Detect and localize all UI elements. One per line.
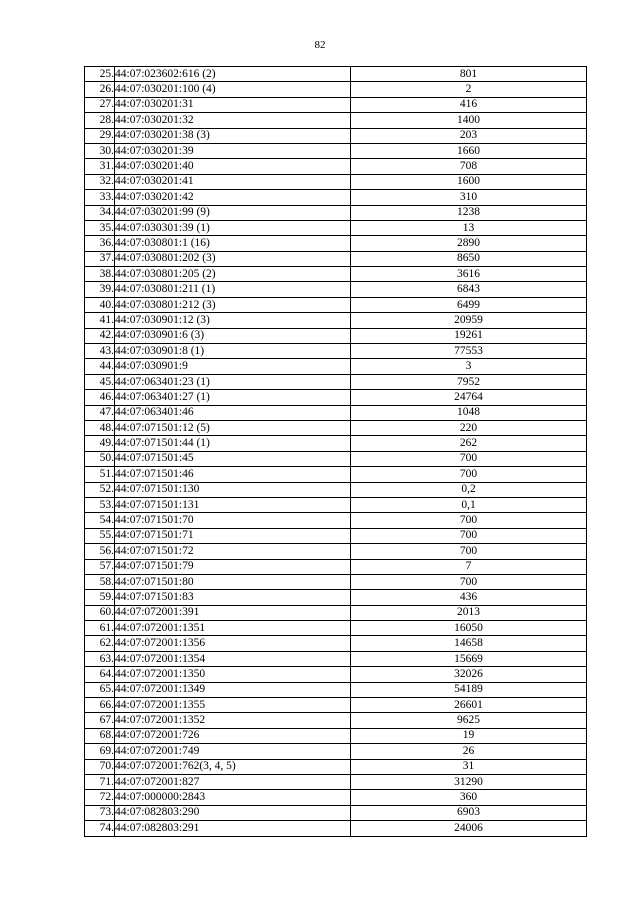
row-number: 34. — [85, 205, 115, 220]
row-number: 52. — [85, 482, 115, 497]
row-number: 73. — [85, 805, 115, 820]
table-row — [85, 405, 587, 420]
cadastral-number: 44:07:030801:211 (1) — [115, 282, 351, 297]
cadastral-number: 44:07:071501:12 (5) — [115, 420, 351, 435]
cadastral-number: 44:07:030201:31 — [115, 97, 351, 112]
row-number: 53. — [85, 497, 115, 512]
row-number: 57. — [85, 559, 115, 574]
row-number: 72. — [85, 790, 115, 805]
area-value: 9625 — [351, 713, 587, 728]
row-number: 59. — [85, 590, 115, 605]
row-number: 67. — [85, 713, 115, 728]
area-value: 31290 — [351, 774, 587, 789]
cadastral-number: 44:07:030201:40 — [115, 159, 351, 174]
area-value: 262 — [351, 436, 587, 451]
cadastral-number: 44:07:030201:39 — [115, 143, 351, 158]
table-row — [85, 497, 587, 512]
area-value: 700 — [351, 544, 587, 559]
row-number: 64. — [85, 667, 115, 682]
cadastral-number: 44:07:030201:32 — [115, 113, 351, 128]
table-row — [85, 82, 587, 97]
area-value: 13 — [351, 220, 587, 235]
cadastral-number: 44:07:030201:38 (3) — [115, 128, 351, 143]
row-number: 33. — [85, 190, 115, 205]
cadastral-number: 44:07:071501:130 — [115, 482, 351, 497]
cadastral-number: 44:07:023602:616 (2) — [115, 67, 351, 82]
area-value: 54189 — [351, 682, 587, 697]
row-number: 62. — [85, 636, 115, 651]
table-row — [85, 190, 587, 205]
area-value: 700 — [351, 574, 587, 589]
area-value: 700 — [351, 451, 587, 466]
cadastral-number: 44:07:071501:79 — [115, 559, 351, 574]
table-row — [85, 297, 587, 312]
area-value: 2 — [351, 82, 587, 97]
area-value: 15669 — [351, 651, 587, 666]
cadastral-number: 44:07:030201:99 (9) — [115, 205, 351, 220]
table-row — [85, 774, 587, 789]
area-value: 0,2 — [351, 482, 587, 497]
row-number: 50. — [85, 451, 115, 466]
row-number: 54. — [85, 513, 115, 528]
area-value: 220 — [351, 420, 587, 435]
cadastral-table — [84, 66, 587, 837]
row-number: 66. — [85, 698, 115, 713]
row-number: 29. — [85, 128, 115, 143]
area-value: 14658 — [351, 636, 587, 651]
row-number: 51. — [85, 467, 115, 482]
area-value: 19261 — [351, 328, 587, 343]
cadastral-number: 44:07:030801:202 (3) — [115, 251, 351, 266]
table-row — [85, 574, 587, 589]
row-number: 40. — [85, 297, 115, 312]
row-number: 61. — [85, 621, 115, 636]
area-value: 77553 — [351, 344, 587, 359]
area-value: 1600 — [351, 174, 587, 189]
row-number: 39. — [85, 282, 115, 297]
cadastral-number: 44:07:030201:42 — [115, 190, 351, 205]
area-value: 26601 — [351, 698, 587, 713]
row-number: 28. — [85, 113, 115, 128]
table-row — [85, 559, 587, 574]
table-row — [85, 143, 587, 158]
area-value: 32026 — [351, 667, 587, 682]
area-value: 26 — [351, 744, 587, 759]
row-number: 27. — [85, 97, 115, 112]
area-value: 16050 — [351, 621, 587, 636]
area-value: 31 — [351, 759, 587, 774]
area-value: 0,1 — [351, 497, 587, 512]
table-row — [85, 759, 587, 774]
table-row — [85, 482, 587, 497]
row-number: 44. — [85, 359, 115, 374]
table-row — [85, 636, 587, 651]
area-value: 6843 — [351, 282, 587, 297]
area-value: 7952 — [351, 374, 587, 389]
area-value: 310 — [351, 190, 587, 205]
row-number: 49. — [85, 436, 115, 451]
row-number: 31. — [85, 159, 115, 174]
cadastral-number: 44:07:082803:290 — [115, 805, 351, 820]
row-number: 60. — [85, 605, 115, 620]
table-row — [85, 374, 587, 389]
table-row — [85, 651, 587, 666]
cadastral-number: 44:07:063401:27 (1) — [115, 390, 351, 405]
cadastral-number: 44:07:071501:72 — [115, 544, 351, 559]
area-value: 1660 — [351, 143, 587, 158]
cadastral-number: 44:07:072001:1355 — [115, 698, 351, 713]
table-row — [85, 282, 587, 297]
row-number: 36. — [85, 236, 115, 251]
row-number: 71. — [85, 774, 115, 789]
table-row — [85, 528, 587, 543]
row-number: 63. — [85, 651, 115, 666]
cadastral-number: 44:07:071501:71 — [115, 528, 351, 543]
table-row — [85, 682, 587, 697]
row-number: 37. — [85, 251, 115, 266]
cadastral-number: 44:07:072001:827 — [115, 774, 351, 789]
row-number: 70. — [85, 759, 115, 774]
area-value: 20959 — [351, 313, 587, 328]
cadastral-number: 44:07:071501:131 — [115, 497, 351, 512]
cadastral-number: 44:07:030901:12 (3) — [115, 313, 351, 328]
row-number: 46. — [85, 390, 115, 405]
table-row — [85, 698, 587, 713]
cadastral-number: 44:07:030801:212 (3) — [115, 297, 351, 312]
cadastral-number: 44:07:072001:1351 — [115, 621, 351, 636]
table-row — [85, 205, 587, 220]
table-row — [85, 113, 587, 128]
area-value: 1400 — [351, 113, 587, 128]
area-value: 19 — [351, 728, 587, 743]
area-value: 708 — [351, 159, 587, 174]
table-row — [85, 544, 587, 559]
row-number: 42. — [85, 328, 115, 343]
table-body — [85, 67, 587, 837]
table-row — [85, 313, 587, 328]
area-value: 3 — [351, 359, 587, 374]
row-number: 47. — [85, 405, 115, 420]
cadastral-number: 44:07:030201:41 — [115, 174, 351, 189]
cadastral-number: 44:07:071501:45 — [115, 451, 351, 466]
table-row — [85, 159, 587, 174]
area-value: 1048 — [351, 405, 587, 420]
area-value: 436 — [351, 590, 587, 605]
area-value: 24006 — [351, 821, 587, 836]
table-row — [85, 220, 587, 235]
table-row — [85, 467, 587, 482]
row-number: 48. — [85, 420, 115, 435]
row-number: 69. — [85, 744, 115, 759]
area-value: 1238 — [351, 205, 587, 220]
cadastral-number: 44:07:071501:83 — [115, 590, 351, 605]
cadastral-number: 44:07:063401:23 (1) — [115, 374, 351, 389]
cadastral-number: 44:07:071501:44 (1) — [115, 436, 351, 451]
area-value: 416 — [351, 97, 587, 112]
row-number: 35. — [85, 220, 115, 235]
row-number: 26. — [85, 82, 115, 97]
cadastral-number: 44:07:072001:1352 — [115, 713, 351, 728]
cadastral-number: 44:07:072001:1356 — [115, 636, 351, 651]
cadastral-number: 44:07:071501:80 — [115, 574, 351, 589]
row-number: 55. — [85, 528, 115, 543]
table-row — [85, 436, 587, 451]
cadastral-number: 44:07:072001:1349 — [115, 682, 351, 697]
area-value: 2013 — [351, 605, 587, 620]
row-number: 25. — [85, 67, 115, 82]
area-value: 3616 — [351, 267, 587, 282]
cadastral-number: 44:07:030901:8 (1) — [115, 344, 351, 359]
cadastral-number: 44:07:071501:70 — [115, 513, 351, 528]
table-row — [85, 328, 587, 343]
table-row — [85, 251, 587, 266]
row-number: 43. — [85, 344, 115, 359]
row-number: 68. — [85, 728, 115, 743]
page-number: 82 — [314, 39, 326, 51]
table-row — [85, 744, 587, 759]
table-row — [85, 67, 587, 82]
cadastral-number: 44:07:072001:726 — [115, 728, 351, 743]
area-value: 7 — [351, 559, 587, 574]
cadastral-number: 44:07:072001:1354 — [115, 651, 351, 666]
cadastral-number: 44:07:072001:391 — [115, 605, 351, 620]
cadastral-number: 44:07:072001:762(3, 4, 5) — [115, 759, 351, 774]
table-row — [85, 359, 587, 374]
table-row — [85, 590, 587, 605]
cadastral-number: 44:07:030901:6 (3) — [115, 328, 351, 343]
cadastral-number: 44:07:030801:1 (16) — [115, 236, 351, 251]
row-number: 41. — [85, 313, 115, 328]
row-number: 56. — [85, 544, 115, 559]
area-value: 360 — [351, 790, 587, 805]
row-number: 58. — [85, 574, 115, 589]
row-number: 74. — [85, 821, 115, 836]
table-row — [85, 267, 587, 282]
table-row — [85, 605, 587, 620]
area-value: 700 — [351, 513, 587, 528]
table-row — [85, 621, 587, 636]
table-row — [85, 420, 587, 435]
cadastral-number: 44:07:072001:749 — [115, 744, 351, 759]
table-row — [85, 790, 587, 805]
row-number: 30. — [85, 143, 115, 158]
area-value: 6499 — [351, 297, 587, 312]
table-row — [85, 390, 587, 405]
table-row — [85, 805, 587, 820]
row-number: 32. — [85, 174, 115, 189]
area-value: 700 — [351, 528, 587, 543]
area-value: 801 — [351, 67, 587, 82]
table-row — [85, 128, 587, 143]
table-row — [85, 236, 587, 251]
cadastral-number: 44:07:071501:46 — [115, 467, 351, 482]
cadastral-number: 44:07:082803:291 — [115, 821, 351, 836]
cadastral-number: 44:07:030201:100 (4) — [115, 82, 351, 97]
area-value: 8650 — [351, 251, 587, 266]
area-value: 24764 — [351, 390, 587, 405]
table-row — [85, 513, 587, 528]
area-value: 6903 — [351, 805, 587, 820]
row-number: 38. — [85, 267, 115, 282]
table-row — [85, 174, 587, 189]
table-row — [85, 821, 587, 836]
table-row — [85, 713, 587, 728]
cadastral-number: 44:07:030901:9 — [115, 359, 351, 374]
row-number: 65. — [85, 682, 115, 697]
table-row — [85, 344, 587, 359]
cadastral-number: 44:07:030301:39 (1) — [115, 220, 351, 235]
area-value: 203 — [351, 128, 587, 143]
area-value: 2890 — [351, 236, 587, 251]
cadastral-number: 44:07:030801:205 (2) — [115, 267, 351, 282]
table-row — [85, 728, 587, 743]
table-row — [85, 97, 587, 112]
area-value: 700 — [351, 467, 587, 482]
table-row — [85, 451, 587, 466]
table-row — [85, 667, 587, 682]
cadastral-number: 44:07:000000:2843 — [115, 790, 351, 805]
row-number: 45. — [85, 374, 115, 389]
cadastral-number: 44:07:072001:1350 — [115, 667, 351, 682]
cadastral-number: 44:07:063401:46 — [115, 405, 351, 420]
